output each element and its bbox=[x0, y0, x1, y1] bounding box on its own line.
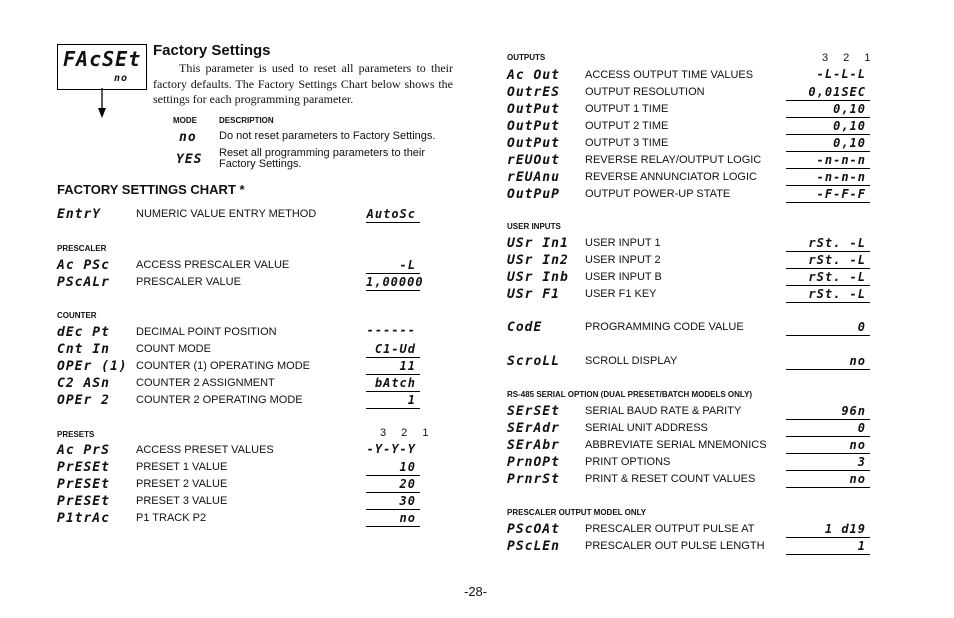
param-code: SErAbr bbox=[507, 438, 560, 453]
param-code: EntrY bbox=[57, 207, 102, 222]
section-label-outputs: OUTPUTS bbox=[507, 53, 546, 62]
mode-yes-desc1: Reset all programming parameters to their bbox=[219, 147, 426, 159]
param-value: 96n bbox=[786, 404, 870, 420]
param-desc: PRESET 3 VALUE bbox=[136, 495, 228, 507]
param-code: OPEr (1) bbox=[57, 359, 128, 374]
column-numbers: 3 2 1 bbox=[380, 427, 435, 439]
param-desc: PRESCALER VALUE bbox=[136, 276, 241, 288]
param-code: OutrES bbox=[507, 85, 560, 100]
param-code: SErSEt bbox=[507, 404, 560, 419]
param-value: 20 bbox=[366, 477, 420, 493]
param-value: 0,10 bbox=[786, 102, 870, 118]
section-label-prescaler: PRESCALER bbox=[57, 244, 107, 253]
mode-no-desc: Do not reset parameters to Factory Settings. bbox=[219, 130, 436, 142]
param-desc: ACCESS PRESET VALUES bbox=[136, 444, 274, 456]
param-code: PrESEt bbox=[57, 494, 110, 509]
param-desc: PRESET 2 VALUE bbox=[136, 478, 228, 490]
param-value: 30 bbox=[366, 494, 420, 510]
param-value: -Y-Y-Y bbox=[366, 442, 416, 456]
param-code: Ac PrS bbox=[57, 443, 110, 458]
param-value: 0 bbox=[786, 320, 870, 336]
param-desc: USER INPUT B bbox=[585, 271, 662, 283]
param-code: OutPut bbox=[507, 136, 560, 151]
param-value: ------ bbox=[366, 323, 416, 337]
param-desc: USER F1 KEY bbox=[585, 288, 657, 300]
param-value: no bbox=[786, 354, 870, 370]
chart-title: FACTORY SETTINGS CHART * bbox=[57, 182, 245, 197]
param-code: OutPut bbox=[507, 102, 560, 117]
param-value: no bbox=[366, 511, 420, 527]
section-label-prescaler-output: PRESCALER OUTPUT MODEL ONLY bbox=[507, 508, 647, 517]
mode-yes-desc2: Factory Settings. bbox=[219, 158, 302, 170]
param-value: rSt. -L bbox=[786, 253, 870, 269]
param-code: P1trAc bbox=[57, 511, 110, 526]
param-code: USr In2 bbox=[507, 253, 569, 268]
param-desc: OUTPUT 1 TIME bbox=[585, 103, 669, 115]
param-value: rSt. -L bbox=[786, 236, 870, 252]
param-code: rEUOut bbox=[507, 153, 560, 168]
param-value: 1 d19 bbox=[786, 522, 870, 538]
param-code: rEUAnu bbox=[507, 170, 560, 185]
param-value: 0 bbox=[786, 421, 870, 437]
section-label-user-inputs: USER INPUTS bbox=[507, 222, 561, 231]
param-desc: SERIAL BAUD RATE & PARITY bbox=[585, 405, 742, 417]
param-desc: PRINT OPTIONS bbox=[585, 456, 671, 468]
param-desc: SERIAL UNIT ADDRESS bbox=[585, 422, 708, 434]
param-code: PScOAt bbox=[507, 522, 560, 537]
param-value: rSt. -L bbox=[786, 270, 870, 286]
param-desc: USER INPUT 1 bbox=[585, 237, 661, 249]
param-desc: OUTPUT RESOLUTION bbox=[585, 86, 705, 98]
param-code: PrESEt bbox=[57, 460, 110, 475]
page-title: Factory Settings bbox=[153, 42, 271, 59]
param-desc: DECIMAL POINT POSITION bbox=[136, 326, 277, 338]
param-code: USr In1 bbox=[507, 236, 569, 251]
page-number: -28- bbox=[464, 584, 488, 599]
param-code: OutPuP bbox=[507, 187, 560, 202]
param-code: Ac PSc bbox=[57, 258, 110, 273]
param-desc: ACCESS PRESCALER VALUE bbox=[136, 259, 290, 271]
param-value: 0,01SEC bbox=[786, 85, 870, 101]
param-value: 0,10 bbox=[786, 119, 870, 135]
param-code: USr F1 bbox=[507, 287, 560, 302]
param-code: Cnt In bbox=[57, 342, 110, 357]
param-desc: COUNTER 2 OPERATING MODE bbox=[136, 394, 303, 406]
display-sub: no bbox=[113, 73, 128, 84]
param-value: -n-n-n bbox=[786, 170, 870, 186]
param-desc: PRESCALER OUT PULSE LENGTH bbox=[585, 540, 765, 552]
param-desc: REVERSE ANNUNCIATOR LOGIC bbox=[585, 171, 757, 183]
param-code: PrnrSt bbox=[507, 472, 560, 487]
param-code: PScLEn bbox=[507, 539, 560, 554]
param-desc: COUNT MODE bbox=[136, 343, 211, 355]
param-value: no bbox=[786, 438, 870, 454]
param-desc: PRESCALER OUTPUT PULSE AT bbox=[585, 523, 755, 535]
param-value: -L bbox=[366, 258, 420, 274]
param-desc: USER INPUT 2 bbox=[585, 254, 661, 266]
description-header: DESCRIPTION bbox=[219, 116, 274, 125]
param-value: no bbox=[786, 472, 870, 488]
param-code: ScroLL bbox=[507, 354, 560, 369]
param-desc: NUMERIC VALUE ENTRY METHOD bbox=[136, 208, 317, 220]
param-desc: OUTPUT 2 TIME bbox=[585, 120, 669, 132]
param-value: 3 bbox=[786, 455, 870, 471]
mode-header: MODE bbox=[173, 116, 197, 125]
param-code: OPEr 2 bbox=[57, 393, 110, 408]
param-value: C1-Ud bbox=[366, 342, 420, 358]
param-value: 1 bbox=[786, 539, 870, 555]
param-code: Ac Out bbox=[507, 68, 560, 83]
intro-paragraph: This parameter is used to reset all parameters to their factory defaults. The Factory Settings Chart below shows the settings for each programming parameter. bbox=[153, 61, 453, 106]
mode-yes: YES bbox=[176, 152, 203, 167]
param-value: rSt. -L bbox=[786, 287, 870, 303]
param-value: -L-L-L bbox=[816, 67, 866, 81]
param-code: SErAdr bbox=[507, 421, 560, 436]
display-box bbox=[57, 44, 147, 90]
param-desc: ACCESS OUTPUT TIME VALUES bbox=[585, 69, 754, 81]
param-value: -n-n-n bbox=[786, 153, 870, 169]
param-desc: OUTPUT POWER-UP STATE bbox=[585, 188, 731, 200]
param-value: bAtch bbox=[366, 376, 420, 392]
param-desc: COUNTER 2 ASSIGNMENT bbox=[136, 377, 275, 389]
display-main: FAcSEt bbox=[63, 47, 142, 71]
param-desc: P1 TRACK P2 bbox=[136, 512, 207, 524]
param-value: -F-F-F bbox=[786, 187, 870, 203]
param-desc: REVERSE RELAY/OUTPUT LOGIC bbox=[585, 154, 762, 166]
param-value: 1,00000 bbox=[366, 275, 424, 289]
param-desc: OUTPUT 3 TIME bbox=[585, 137, 669, 149]
param-code: CodE bbox=[507, 320, 543, 335]
param-desc: PRINT & RESET COUNT VALUES bbox=[585, 473, 756, 485]
param-code: PScALr bbox=[57, 275, 110, 290]
section-label-rs485: RS-485 SERIAL OPTION (DUAL PRESET/BATCH MODELS ONLY) bbox=[507, 390, 753, 399]
param-value: 11 bbox=[366, 359, 420, 375]
param-value: 10 bbox=[366, 460, 420, 476]
param-code: C2 ASn bbox=[57, 376, 110, 391]
column-numbers: 3 2 1 bbox=[822, 52, 877, 64]
section-label-counter: COUNTER bbox=[57, 311, 97, 320]
param-desc: PROGRAMMING CODE VALUE bbox=[585, 321, 744, 333]
param-value: AutoSc bbox=[366, 207, 420, 223]
param-code: PrnOPt bbox=[507, 455, 560, 470]
param-desc: COUNTER (1) OPERATING MODE bbox=[136, 360, 310, 372]
section-label-presets: PRESETS bbox=[57, 430, 95, 439]
param-desc: PRESET 1 VALUE bbox=[136, 461, 228, 473]
param-value: 0,10 bbox=[786, 136, 870, 152]
param-desc: ABBREVIATE SERIAL MNEMONICS bbox=[585, 439, 767, 451]
param-desc: SCROLL DISPLAY bbox=[585, 355, 678, 367]
param-code: USr Inb bbox=[507, 270, 569, 285]
flow-arrow-icon bbox=[90, 88, 114, 120]
param-code: PrESEt bbox=[57, 477, 110, 492]
mode-no: no bbox=[179, 130, 197, 145]
param-value: 1 bbox=[366, 393, 420, 409]
param-code: OutPut bbox=[507, 119, 560, 134]
param-code: dEc Pt bbox=[57, 325, 110, 340]
